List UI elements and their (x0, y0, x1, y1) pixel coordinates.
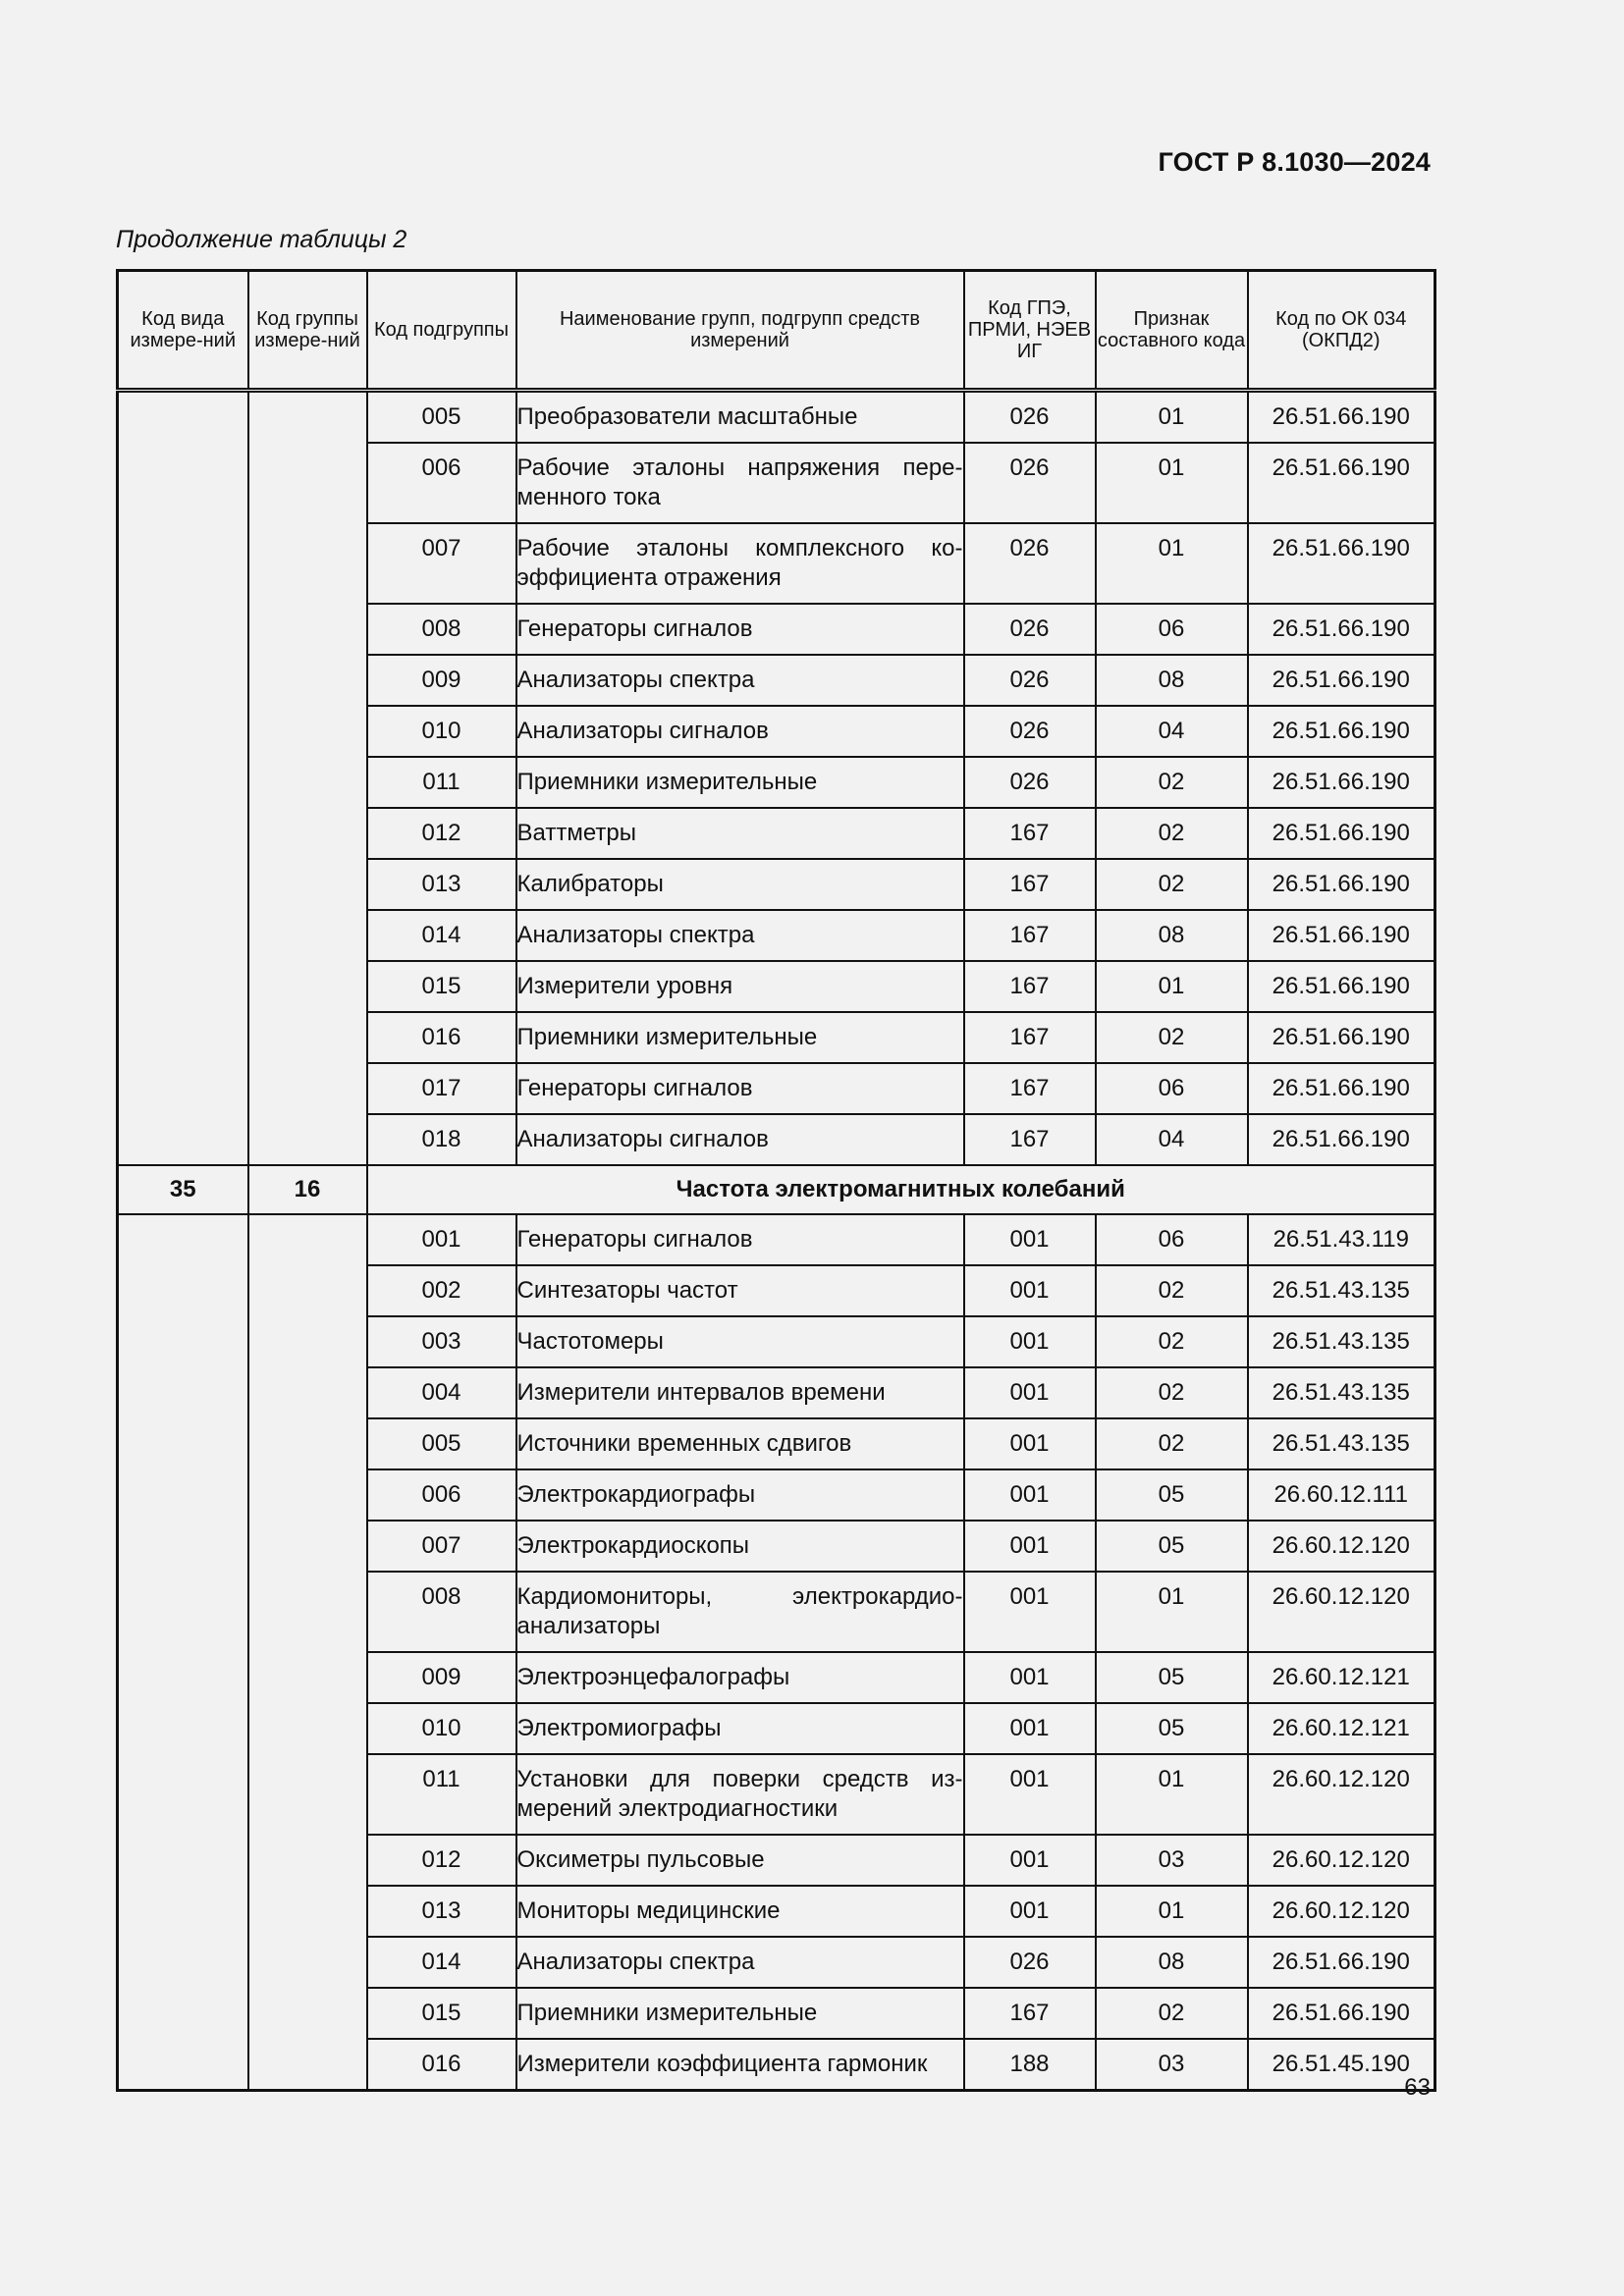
name-cell: Калибраторы (516, 859, 964, 910)
name-cell: Источники временных сдвигов (516, 1418, 964, 1469)
composite-sign-cell: 05 (1096, 1703, 1248, 1754)
name-cell: Частотомеры (516, 1316, 964, 1367)
subgroup-code-cell: 007 (367, 523, 516, 604)
gpe-code-cell: 001 (964, 1469, 1096, 1521)
name-cell: Рабочие эталоны напряжения пере-менного тока (516, 443, 964, 523)
name-cell: Кардиомониторы, электрокардио-анализаторы (516, 1572, 964, 1652)
gpe-code-cell: 026 (964, 391, 1096, 444)
okpd-code-cell: 26.60.12.120 (1248, 1521, 1435, 1572)
subgroup-code-cell: 011 (367, 757, 516, 808)
composite-sign-cell: 04 (1096, 706, 1248, 757)
gpe-code-cell: 001 (964, 1572, 1096, 1652)
name-cell: Мониторы медицинские (516, 1886, 964, 1937)
okpd-code-cell: 26.51.66.190 (1248, 1012, 1435, 1063)
okpd-code-cell: 26.51.66.190 (1248, 391, 1435, 444)
gpe-code-cell: 001 (964, 1418, 1096, 1469)
name-cell: Анализаторы сигналов (516, 1114, 964, 1165)
okpd-code-cell: 26.51.66.190 (1248, 757, 1435, 808)
okpd-code-cell: 26.60.12.120 (1248, 1572, 1435, 1652)
subgroup-code-cell: 010 (367, 706, 516, 757)
subgroup-code-cell: 008 (367, 604, 516, 655)
composite-sign-cell: 01 (1096, 961, 1248, 1012)
composite-sign-cell: 01 (1096, 1572, 1248, 1652)
header-composite-sign: Признак составного кода (1096, 271, 1248, 391)
okpd-code-cell: 26.51.66.190 (1248, 1988, 1435, 2039)
okpd-code-cell: 26.60.12.121 (1248, 1652, 1435, 1703)
okpd-code-cell: 26.60.12.120 (1248, 1886, 1435, 1937)
okpd-code-cell: 26.51.66.190 (1248, 1114, 1435, 1165)
name-cell: Оксиметры пульсовые (516, 1835, 964, 1886)
okpd-code-cell: 26.51.45.190 (1248, 2039, 1435, 2091)
document-code: ГОСТ Р 8.1030—2024 (1158, 147, 1431, 177)
okpd-code-cell: 26.60.12.120 (1248, 1835, 1435, 1886)
empty-group-cell (248, 1214, 367, 2091)
name-cell: Установки для поверки средств из-мерений электродиагностики (516, 1754, 964, 1835)
composite-sign-cell: 02 (1096, 1988, 1248, 2039)
name-cell: Генераторы сигналов (516, 1214, 964, 1265)
table-continuation-caption: Продолжение таблицы 2 (116, 226, 407, 253)
gpe-code-cell: 001 (964, 1703, 1096, 1754)
name-cell: Анализаторы сигналов (516, 706, 964, 757)
header-group-code: Код группы измере-ний (248, 271, 367, 391)
gpe-code-cell: 167 (964, 1114, 1096, 1165)
section-row (118, 1165, 1435, 1214)
composite-sign-cell: 02 (1096, 1012, 1248, 1063)
okpd-code-cell: 26.51.66.190 (1248, 859, 1435, 910)
okpd-code-cell: 26.51.66.190 (1248, 443, 1435, 523)
name-cell: Анализаторы спектра (516, 1937, 964, 1988)
name-cell: Измерители интервалов времени (516, 1367, 964, 1418)
gpe-code-cell: 167 (964, 808, 1096, 859)
composite-sign-cell: 01 (1096, 443, 1248, 523)
empty-kind-cell (118, 1214, 248, 2091)
composite-sign-cell: 02 (1096, 1367, 1248, 1418)
gpe-code-cell: 026 (964, 706, 1096, 757)
gpe-code-cell: 026 (964, 523, 1096, 604)
composite-sign-cell: 02 (1096, 1265, 1248, 1316)
subgroup-code-cell: 014 (367, 910, 516, 961)
gpe-code-cell: 026 (964, 1937, 1096, 1988)
composite-sign-cell: 02 (1096, 808, 1248, 859)
okpd-code-cell: 26.51.66.190 (1248, 655, 1435, 706)
gpe-code-cell: 001 (964, 1886, 1096, 1937)
name-cell: Генераторы сигналов (516, 604, 964, 655)
subgroup-code-cell: 018 (367, 1114, 516, 1165)
subgroup-code-cell: 006 (367, 1469, 516, 1521)
table-header-row (118, 271, 1435, 391)
composite-sign-cell: 02 (1096, 859, 1248, 910)
subgroup-code-cell: 008 (367, 1572, 516, 1652)
page-number: 63 (1404, 2074, 1431, 2101)
subgroup-code-cell: 012 (367, 1835, 516, 1886)
composite-sign-cell: 01 (1096, 1886, 1248, 1937)
header-gpe-code: Код ГПЭ, ПРМИ, НЭЕВ ИГ (964, 271, 1096, 391)
okpd-code-cell: 26.51.66.190 (1248, 523, 1435, 604)
subgroup-code-cell: 016 (367, 2039, 516, 2091)
name-cell: Электрокардиоскопы (516, 1521, 964, 1572)
subgroup-code-cell: 015 (367, 961, 516, 1012)
name-cell: Измерители коэффициента гармоник (516, 2039, 964, 2091)
okpd-code-cell: 26.51.43.135 (1248, 1265, 1435, 1316)
subgroup-code-cell: 015 (367, 1988, 516, 2039)
name-cell: Синтезаторы частот (516, 1265, 964, 1316)
subgroup-code-cell: 007 (367, 1521, 516, 1572)
subgroup-code-cell: 005 (367, 1418, 516, 1469)
okpd-code-cell: 26.51.66.190 (1248, 961, 1435, 1012)
gpe-code-cell: 167 (964, 1988, 1096, 2039)
name-cell: Анализаторы спектра (516, 910, 964, 961)
subgroup-code-cell: 002 (367, 1265, 516, 1316)
name-cell: Приемники измерительные (516, 1988, 964, 2039)
subgroup-code-cell: 013 (367, 1886, 516, 1937)
composite-sign-cell: 06 (1096, 1214, 1248, 1265)
subgroup-code-cell: 013 (367, 859, 516, 910)
gpe-code-cell: 026 (964, 757, 1096, 808)
gpe-code-cell: 001 (964, 1521, 1096, 1572)
gpe-code-cell: 167 (964, 961, 1096, 1012)
table-row (118, 1214, 1435, 1265)
okpd-code-cell: 26.60.12.121 (1248, 1703, 1435, 1754)
okpd-code-cell: 26.51.66.190 (1248, 1937, 1435, 1988)
okpd-code-cell: 26.51.66.190 (1248, 808, 1435, 859)
composite-sign-cell: 03 (1096, 2039, 1248, 2091)
okpd-code-cell: 26.51.43.135 (1248, 1316, 1435, 1367)
okpd-code-cell: 26.51.43.119 (1248, 1214, 1435, 1265)
gpe-code-cell: 001 (964, 1835, 1096, 1886)
section-kind-code: 35 (118, 1165, 248, 1214)
composite-sign-cell: 02 (1096, 757, 1248, 808)
name-cell: Приемники измерительные (516, 1012, 964, 1063)
gpe-code-cell: 001 (964, 1265, 1096, 1316)
okpd-code-cell: 26.51.43.135 (1248, 1367, 1435, 1418)
gpe-code-cell: 026 (964, 604, 1096, 655)
header-kind-code: Код вида измере-ний (118, 271, 248, 391)
composite-sign-cell: 02 (1096, 1316, 1248, 1367)
name-cell: Электрокардиографы (516, 1469, 964, 1521)
header-okpd-code: Код по ОК 034 (ОКПД2) (1248, 271, 1435, 391)
gpe-code-cell: 001 (964, 1316, 1096, 1367)
name-cell: Электроэнцефалографы (516, 1652, 964, 1703)
composite-sign-cell: 05 (1096, 1469, 1248, 1521)
gpe-code-cell: 167 (964, 859, 1096, 910)
subgroup-code-cell: 016 (367, 1012, 516, 1063)
gpe-code-cell: 167 (964, 1063, 1096, 1114)
name-cell: Рабочие эталоны комплексного ко-эффициента отражения (516, 523, 964, 604)
name-cell: Электромиографы (516, 1703, 964, 1754)
empty-group-cell (248, 391, 367, 1166)
composite-sign-cell: 03 (1096, 1835, 1248, 1886)
okpd-code-cell: 26.60.12.120 (1248, 1754, 1435, 1835)
subgroup-code-cell: 012 (367, 808, 516, 859)
composite-sign-cell: 08 (1096, 655, 1248, 706)
section-title: Частота электромагнитных колебаний (367, 1165, 1435, 1214)
subgroup-code-cell: 001 (367, 1214, 516, 1265)
okpd-code-cell: 26.51.66.190 (1248, 1063, 1435, 1114)
subgroup-code-cell: 017 (367, 1063, 516, 1114)
okpd-code-cell: 26.51.66.190 (1248, 706, 1435, 757)
composite-sign-cell: 01 (1096, 1754, 1248, 1835)
composite-sign-cell: 04 (1096, 1114, 1248, 1165)
subgroup-code-cell: 004 (367, 1367, 516, 1418)
header-subgroup-code: Код подгруппы (367, 271, 516, 391)
gpe-code-cell: 167 (964, 1012, 1096, 1063)
composite-sign-cell: 05 (1096, 1521, 1248, 1572)
composite-sign-cell: 06 (1096, 604, 1248, 655)
subgroup-code-cell: 009 (367, 1652, 516, 1703)
okpd-code-cell: 26.51.43.135 (1248, 1418, 1435, 1469)
gpe-code-cell: 026 (964, 443, 1096, 523)
name-cell: Измерители уровня (516, 961, 964, 1012)
gpe-code-cell: 001 (964, 1367, 1096, 1418)
composite-sign-cell: 08 (1096, 1937, 1248, 1988)
subgroup-code-cell: 010 (367, 1703, 516, 1754)
composite-sign-cell: 06 (1096, 1063, 1248, 1114)
gpe-code-cell: 188 (964, 2039, 1096, 2091)
subgroup-code-cell: 011 (367, 1754, 516, 1835)
subgroup-code-cell: 014 (367, 1937, 516, 1988)
subgroup-code-cell: 006 (367, 443, 516, 523)
section-group-code: 16 (248, 1165, 367, 1214)
name-cell: Генераторы сигналов (516, 1063, 964, 1114)
subgroup-code-cell: 009 (367, 655, 516, 706)
name-cell: Анализаторы спектра (516, 655, 964, 706)
classification-table (116, 269, 1436, 2092)
gpe-code-cell: 001 (964, 1214, 1096, 1265)
composite-sign-cell: 05 (1096, 1652, 1248, 1703)
name-cell: Преобразователи масштабные (516, 391, 964, 444)
gpe-code-cell: 026 (964, 655, 1096, 706)
gpe-code-cell: 167 (964, 910, 1096, 961)
composite-sign-cell: 02 (1096, 1418, 1248, 1469)
okpd-code-cell: 26.51.66.190 (1248, 604, 1435, 655)
subgroup-code-cell: 005 (367, 391, 516, 444)
gpe-code-cell: 001 (964, 1652, 1096, 1703)
composite-sign-cell: 01 (1096, 523, 1248, 604)
header-name: Наименование групп, подгрупп средств измерений (516, 271, 964, 391)
composite-sign-cell: 08 (1096, 910, 1248, 961)
gpe-code-cell: 001 (964, 1754, 1096, 1835)
name-cell: Ваттметры (516, 808, 964, 859)
subgroup-code-cell: 003 (367, 1316, 516, 1367)
okpd-code-cell: 26.51.66.190 (1248, 910, 1435, 961)
name-cell: Приемники измерительные (516, 757, 964, 808)
empty-kind-cell (118, 391, 248, 1166)
okpd-code-cell: 26.60.12.111 (1248, 1469, 1435, 1521)
composite-sign-cell: 01 (1096, 391, 1248, 444)
table-row (118, 391, 1435, 444)
